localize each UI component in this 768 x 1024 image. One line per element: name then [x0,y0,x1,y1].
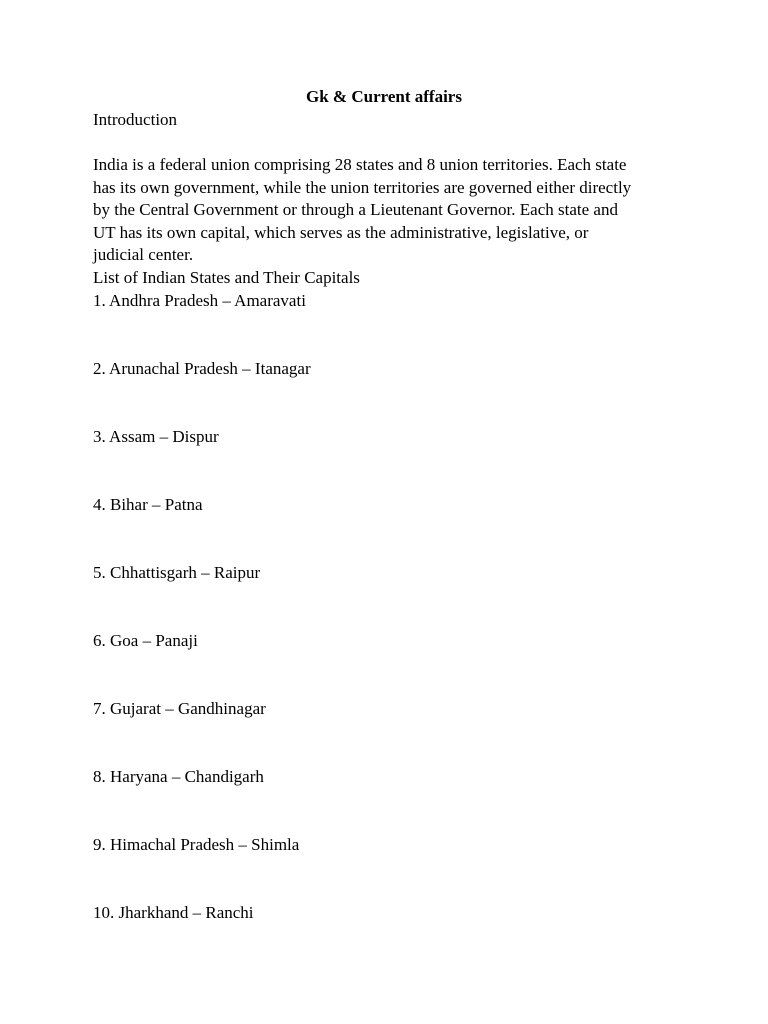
document-title: Gk & Current affairs [306,87,462,106]
states-list [93,290,311,970]
paragraph-line: UT has its own capital, which serves as the administrative, legislative, or [93,222,589,242]
list-heading: List of Indian States and Their Capitals [93,268,360,287]
list-item: 1. Andhra Pradesh – Amaravati [93,291,306,310]
list-item: 8. Haryana – Chandigarh [93,767,264,786]
intro-heading: Introduction [93,110,178,129]
paragraph-line: has its own government, while the union territories are governed either directly [93,177,632,197]
paragraph-line: India is a federal union comprising 28 states and 8 union territories. Each state [93,155,627,174]
list-item: 6. Goa – Panaji [93,631,198,650]
list-item: 7. Gujarat – Gandhinagar [93,699,266,718]
list-item: 5. Chhattisgarh – Raipur [93,563,261,582]
paragraph-line: judicial center. [93,245,194,264]
intro-paragraph [93,154,673,267]
list-item: 3. Assam – Dispur [93,427,219,446]
paragraph-line: by the Central Government or through a Lieutenant Governor. Each state and [93,200,618,219]
list-item: 9. Himachal Pradesh – Shimla [93,835,300,854]
list-item: 10. Jharkhand – Ranchi [93,903,254,922]
list-item: 4. Bihar – Patna [93,495,203,514]
list-item: 2. Arunachal Pradesh – Itanagar [93,359,311,378]
